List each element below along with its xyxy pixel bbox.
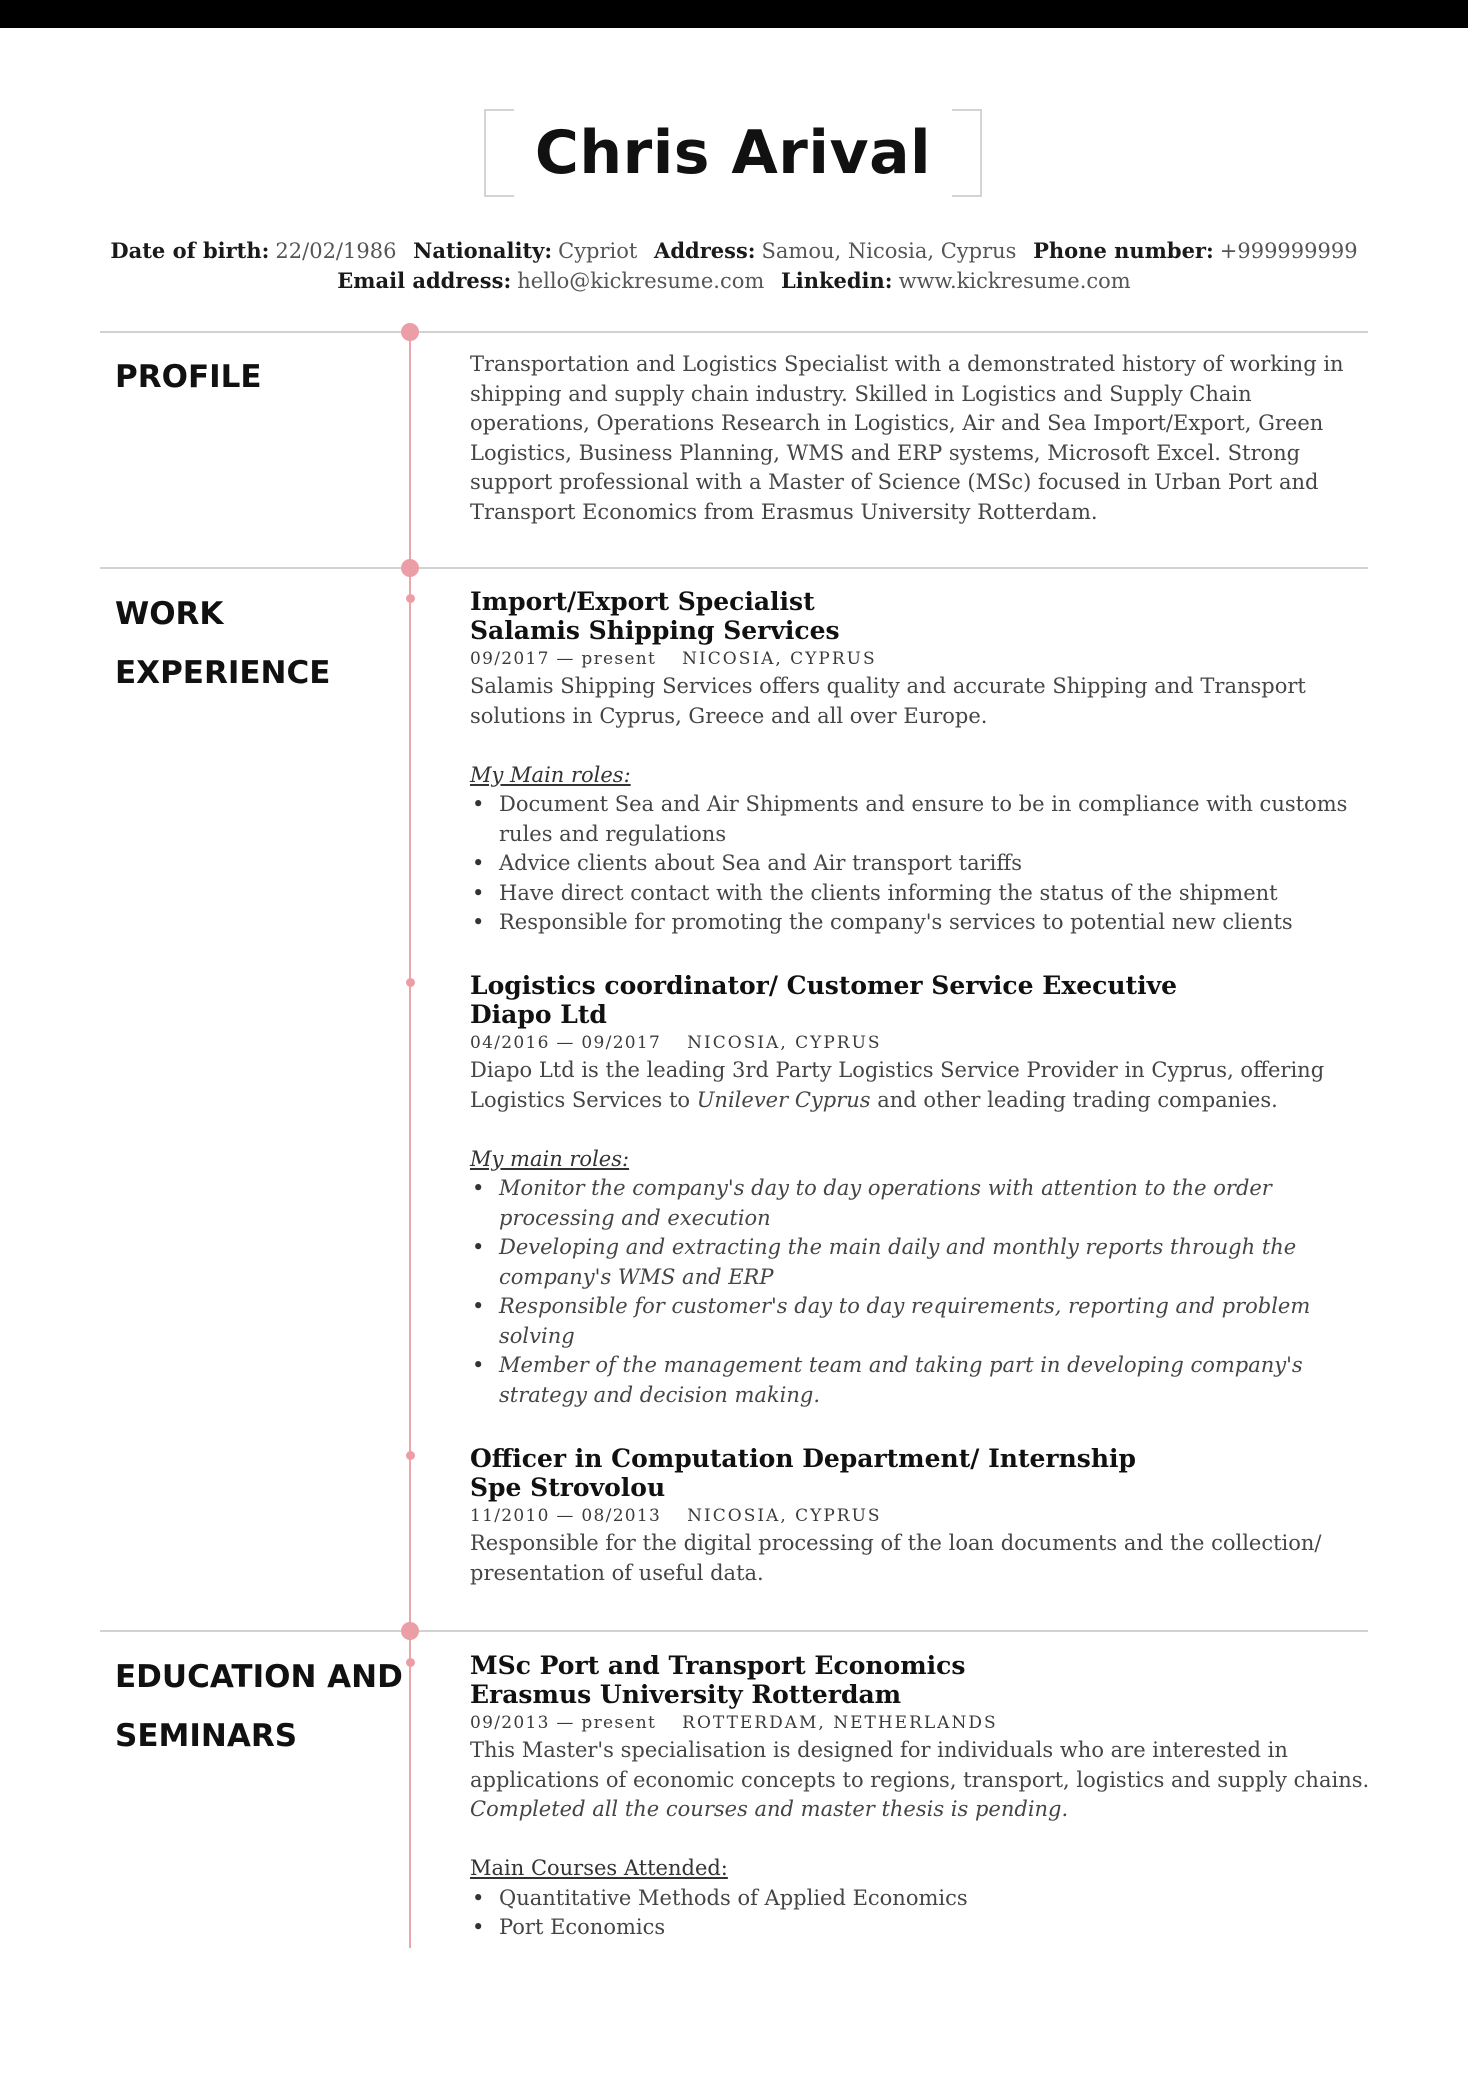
dob [110,239,396,263]
job-company: Spe Strovolou [470,1473,666,1502]
job-description-part2: and other leading trading companies. [870,1087,1278,1112]
job-title: Import/Export Specialist [470,587,815,616]
timeline-dot-work [401,559,419,577]
divider-education [100,1630,1368,1632]
job-title: Officer in Computation Department/ Internship [470,1444,1137,1473]
roles-heading: My main roles: [470,1146,630,1171]
dob-label: Date of birth: [110,238,270,263]
education-location: ROTTERDAM, NETHERLANDS [682,1713,998,1733]
nationality [413,239,637,263]
list-item: • Document Sea and Air Shipments and ensure to be in compliance with customs rules and regulations [470,790,1370,849]
job-2 [470,971,1370,1410]
name-header [484,109,982,197]
list-item: • Have direct contact with the clients informing the status of the shipment [470,879,1370,909]
job-title: Logistics coordinator/ Customer Service Executive [470,971,1178,1000]
address [654,239,1016,263]
job-company: Salamis Shipping Services [470,616,840,645]
email [337,269,764,293]
address-value: Samou, Nicosia, Cyprus [761,239,1017,263]
section-title-education [115,1648,403,1766]
phone [1033,239,1357,263]
phone-value: +999999999 [1219,239,1358,263]
job-dates: 04/2016 — 09/2017 [470,1033,662,1053]
job-location: NICOSIA, CYPRUS [687,1033,882,1053]
top-bar [0,0,1468,28]
job-dates: 11/2010 — 08/2013 [470,1506,662,1526]
timeline-dot-job-3 [406,1451,415,1460]
section-title-profile: PROFILE [115,359,262,395]
divider-work [100,567,1368,569]
contact-line-2 [60,266,1408,296]
job-location: NICOSIA, CYPRUS [687,1506,882,1526]
education-meta [470,1710,1370,1736]
job-description: Salamis Shipping Services offers quality and accurate Shipping and Transport solutions in Cyprus, Greece and all over Europe. [470,674,1306,728]
list-item: • Advice clients about Sea and Air transport tariffs [470,849,1370,879]
job-description-client: Unilever Cyprus [696,1087,871,1112]
linkedin [781,269,1131,293]
job-description: Responsible for the digital processing of the loan documents and the collection/ presentation of useful data. [470,1531,1322,1585]
timeline-dot-job-2 [406,978,415,987]
section-title-work-line2: EXPERIENCE [115,655,331,691]
timeline-dot-education [401,1622,419,1640]
roles-heading: My Main roles: [470,762,631,787]
education-note: Completed all the courses and master thesis is pending. [470,1797,1069,1821]
list-item: • Responsible for customer's day to day requirements, reporting and problem solving [470,1292,1370,1351]
job-description [470,1056,1370,1115]
job-company: Diapo Ltd [470,1000,607,1029]
list-item: • Member of the management team and taking part in developing company's strategy and decision making. [470,1351,1370,1410]
divider-profile [100,331,1368,333]
list-item: • Responsible for promoting the company's services to potential new clients [470,908,1370,938]
roles-list [470,790,1370,938]
timeline-dot-profile [401,323,419,341]
linkedin-label: Linkedin: [780,268,893,293]
education-1 [470,1651,1370,1943]
roles-list [470,1174,1370,1410]
degree-title: MSc Port and Transport Economics [470,1651,966,1680]
linkedin-value[interactable]: www.kickresume.com [898,269,1131,293]
education-dates: 09/2013 — present [470,1713,657,1733]
list-item: • Port Economics [470,1913,1370,1943]
email-label: Email address: [337,268,512,293]
section-title-work-line1: WORK [115,596,224,632]
job-1 [470,587,1370,938]
list-item: • Monitor the company's day to day operations with attention to the order processing and execution [470,1174,1370,1233]
courses-list [470,1884,1370,1943]
job-meta [470,1503,1370,1529]
profile-summary: Transportation and Logistics Specialist with a demonstrated history of working in shipping and supply chain industry. Skilled in Logistics and Supply Chain operations, Operations Research in Logistics, Air and Sea Import/Export, Green Logistics, Business Planning, WMS and ERP systems, Microsoft Excel. Strong support professional with a Master of Science (MSc) focused in Urban Port and Transport Economics from Erasmus University Rotterdam. [470,352,1344,524]
contact-line-1 [60,236,1408,266]
candidate-name: Chris Arival [534,118,932,188]
list-item: • Quantitative Methods of Applied Economics [470,1884,1370,1914]
dob-value: 22/02/1986 [275,239,397,263]
courses-heading: Main Courses Attended: [470,1856,728,1880]
section-title-education-line2: SEMINARS [115,1718,298,1754]
education-description: This Master's specialisation is designed for individuals who are interested in applications of economic concepts to regions, transport, logistics and supply chains. [470,1738,1370,1792]
section-title-work [115,585,330,703]
email-value[interactable]: hello@kickresume.com [517,269,765,293]
job-description-part1: Diapo Ltd is the leading 3rd Party Logistics Service Provider in Cyprus, offering Logistics Services to [470,1058,1325,1112]
job-3 [470,1444,1370,1588]
job-dates: 09/2017 — present [470,649,657,669]
job-location: NICOSIA, CYPRUS [682,649,877,669]
institution: Erasmus University Rotterdam [470,1680,902,1709]
nationality-value: Cypriot [558,239,638,263]
nationality-label: Nationality: [413,238,553,263]
job-meta [470,646,1370,672]
job-meta [470,1030,1370,1056]
timeline-dot-job-1 [406,594,415,603]
address-label: Address: [654,238,756,263]
phone-label: Phone number: [1033,238,1214,263]
section-title-education-line1: EDUCATION AND [115,1659,403,1695]
list-item: • Developing and extracting the main daily and monthly reports through the company's WMS and ERP [470,1233,1370,1292]
timeline-dot-edu-1 [406,1658,415,1667]
